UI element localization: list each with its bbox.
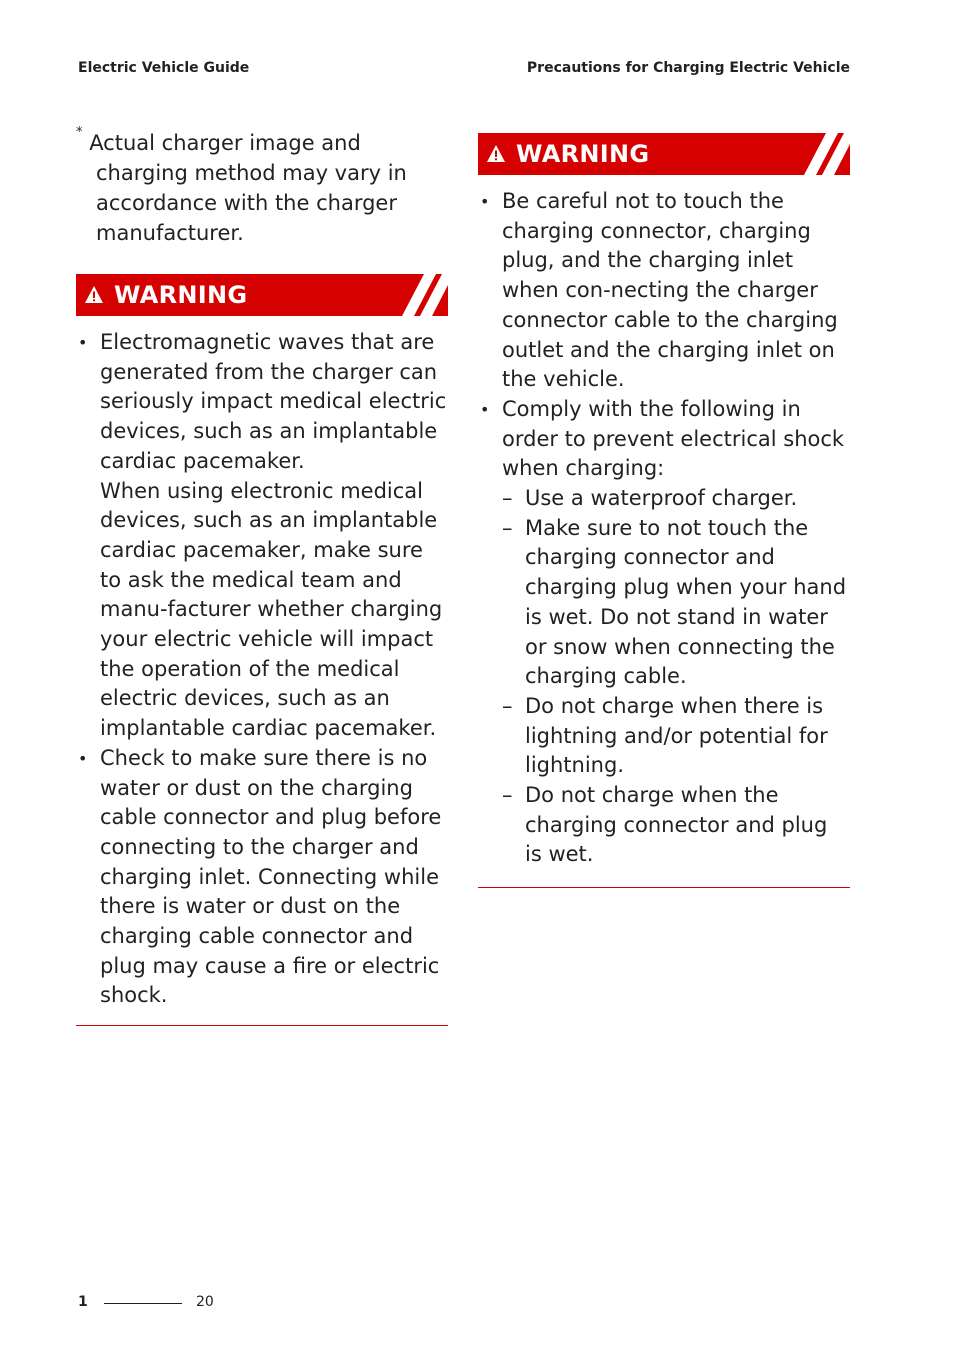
- left-column: [76, 125, 448, 1026]
- right-column: [478, 133, 850, 888]
- note-asterisk: *: [76, 125, 83, 140]
- sub-list-item: – Do not charge when the charging connector and plug is wet.: [502, 781, 850, 870]
- list-item: [478, 187, 850, 395]
- warning-stripes-decoration: [782, 133, 850, 175]
- warning-triangle-icon: [486, 144, 506, 164]
- section-number: 1: [78, 1294, 88, 1310]
- warning-banner-right: [478, 133, 850, 175]
- warning-banner-left: [76, 274, 448, 316]
- footer-rule: [104, 1303, 182, 1304]
- section-divider-left: [76, 1025, 448, 1026]
- bullet-text-continued: When using electronic medical devices, such as an implantable cardiac pacemaker, make sure to ask the medical team and manu-facturer whether charging your electric vehicle will impact the operation of the medical electric devices, such as an implantable cardiac pacemaker.: [100, 478, 443, 741]
- page-number: 20: [196, 1294, 214, 1310]
- bullet-text: Comply with the following in order to prevent electrical shock when charging:: [502, 396, 845, 481]
- running-header-right: Precautions for Charging Electric Vehicle: [526, 60, 850, 76]
- list-item: [76, 744, 448, 1011]
- note-text: Actual charger image and charging method may vary in accordance with the charger manufacturer.: [89, 131, 407, 245]
- section-divider-right: [478, 887, 850, 888]
- warning-list-left: [76, 328, 448, 1011]
- sub-list: [502, 484, 850, 870]
- warning-stripes-decoration: [380, 274, 448, 316]
- warning-title-right: WARNING: [516, 140, 650, 168]
- bullet-text: Electromagnetic waves that are generated from the charger can seriously impact medical electric devices, such as an implantable cardiac pacemaker.: [100, 330, 447, 473]
- running-header-left: Electric Vehicle Guide: [78, 60, 250, 76]
- warning-title-left: WARNING: [114, 281, 248, 309]
- bullet-text: Check to make sure there is no water or dust on the charging cable connector and plug before connecting to the charger and charging inlet. Connecting while there is water or dust on the charging cable connector and plug may cause a fire or electric shock.: [100, 745, 442, 1008]
- warning-triangle-icon: [84, 285, 104, 305]
- charger-note: [76, 125, 448, 248]
- sub-list-item: – Use a waterproof charger.: [502, 484, 850, 514]
- list-item: [478, 395, 850, 870]
- warning-list-right: [478, 187, 850, 870]
- list-item: [76, 328, 448, 744]
- bullet-text: Be careful not to touch the charging connector, charging plug, and the charging inlet when con-necting the charger connector cable to the charging outlet and the charging inlet on the vehicle.: [502, 189, 838, 392]
- sub-list-item: – Make sure to not touch the charging connector and charging plug when your hand is wet. Do not stand in water or snow when connecting the charging cable.: [502, 514, 850, 692]
- sub-list-item: – Do not charge when there is lightning and/or potential for lightning.: [502, 692, 850, 781]
